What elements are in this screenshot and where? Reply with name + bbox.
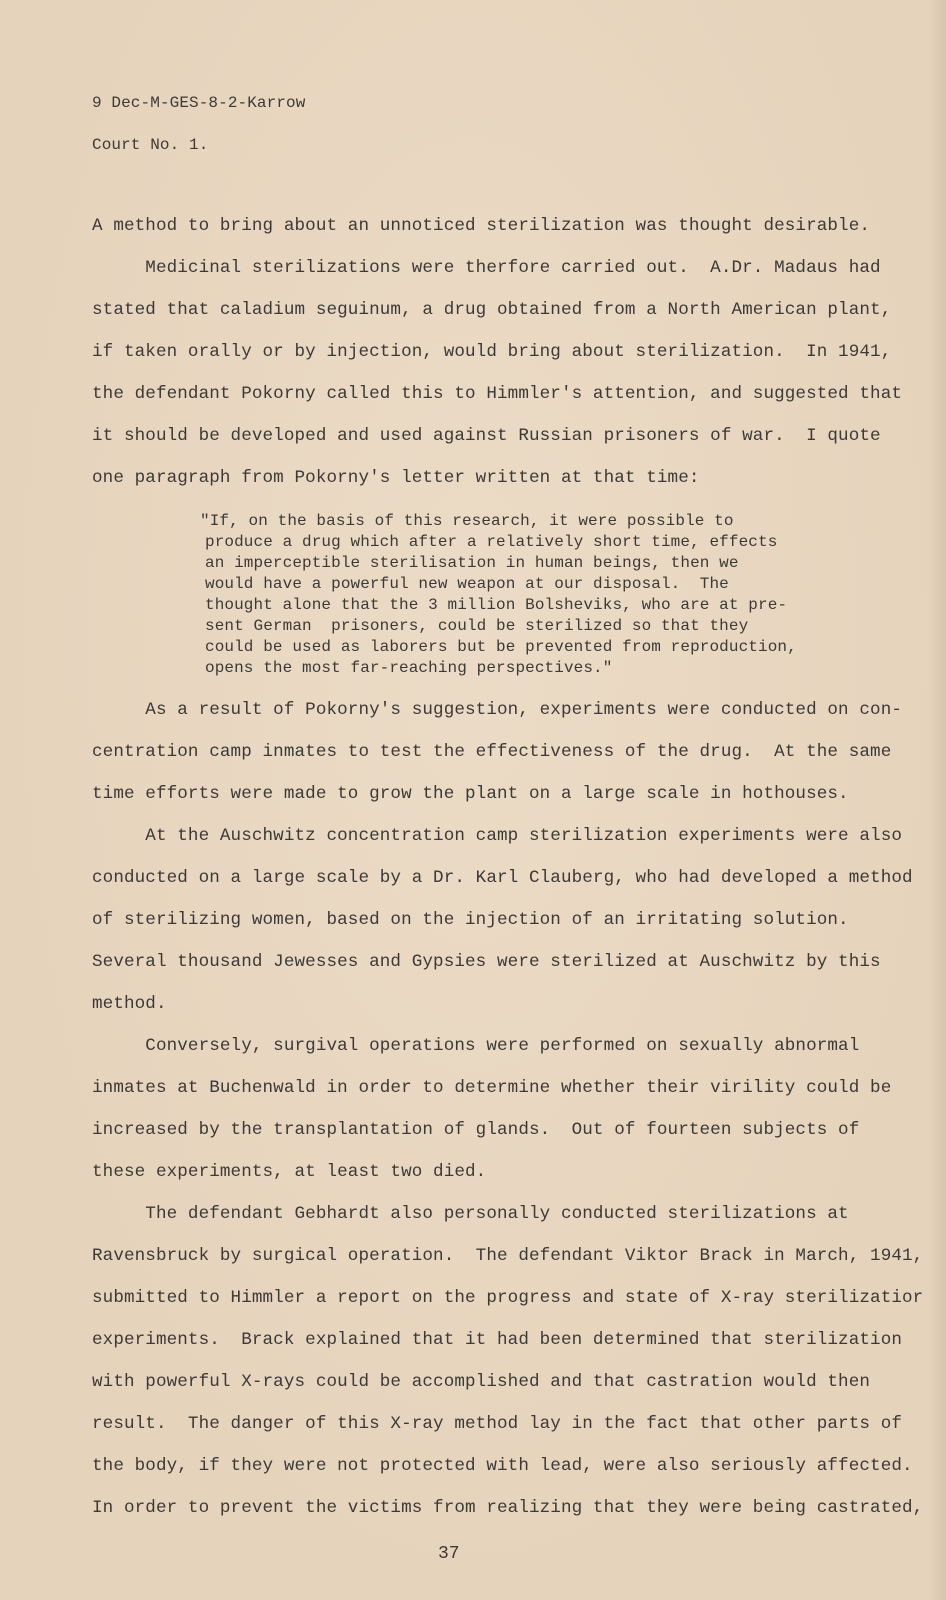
page-number: 37 [438,1544,460,1564]
body-line: of sterilizing women, based on the injection of an irritating solution. [92,910,849,930]
body-line: method. [92,994,167,1014]
body-line: Ravensbruck by surgical operation. The defendant Viktor Brack in March, 1941, [92,1246,924,1266]
body-line: Several thousand Jewesses and Gypsies were sterilized at Auschwitz by this [92,952,881,972]
body-line: conducted on a large scale by a Dr. Karl Clauberg, who had developed a method [92,868,913,888]
body-line: At the Auschwitz concentration camp sterilization experiments were also [92,826,903,846]
block-quote-line: opens the most far-reaching perspectives." [205,659,613,677]
body-line: inmates at Buchenwald in order to determine whether their virility could be [92,1078,892,1098]
body-line: Medicinal sterilizations were therfore carried out. A.Dr. Madaus had [92,258,881,278]
block-quote-line: "If, on the basis of this research, it were possible to [200,512,734,530]
body-line: experiments. Brack explained that it had been determined that sterilization [92,1330,903,1350]
body-line: one paragraph from Pokorny's letter written at that time: [92,468,700,488]
block-quote-line: an imperceptible sterilisation in human beings, then we [205,554,739,572]
document-id-header: 9 Dec-M-GES-8-2-Karrow [92,94,306,112]
block-quote-line: could be used as laborers but be prevented from reproduction, [205,638,797,656]
body-line: if taken orally or by injection, would bring about sterilization. In 1941, [92,342,892,362]
body-line: The defendant Gebhardt also personally conducted sterilizations at [92,1204,849,1224]
body-line: the body, if they were not protected with lead, were also seriously affected. [92,1456,913,1476]
body-line: stated that caladium seguinum, a drug obtained from a North American plant, [92,300,892,320]
block-quote-line: thought alone that the 3 million Bolsheviks, who are at pre- [205,596,788,614]
body-line: it should be developed and used against Russian prisoners of war. I quote [92,426,881,446]
body-line: with powerful X-rays could be accomplished and that castration would then [92,1372,871,1392]
block-quote-line: sent German prisoners, could be sterilized so that they [205,617,749,635]
body-line: A method to bring about an unnoticed sterilization was thought desirable. [92,216,871,236]
body-line: these experiments, at least two died. [92,1162,487,1182]
body-line: time efforts were made to grow the plant on a large scale in hothouses. [92,784,849,804]
body-line: centration camp inmates to test the effectiveness of the drug. At the same [92,742,892,762]
body-line: Conversely, surgival operations were performed on sexually abnormal [92,1036,860,1056]
body-line: result. The danger of this X-ray method lay in the fact that other parts of [92,1414,903,1434]
court-header: Court No. 1. [92,136,209,154]
body-line: submitted to Himmler a report on the progress and state of X-ray sterilizatior [92,1288,924,1308]
body-line: the defendant Pokorny called this to Himmler's attention, and suggested that [92,384,903,404]
block-quote-line: would have a powerful new weapon at our disposal. The [205,575,729,593]
block-quote-line: produce a drug which after a relatively short time, effects [205,533,778,551]
body-line: In order to prevent the victims from realizing that they were being castrated, [92,1498,924,1518]
body-line: As a result of Pokorny's suggestion, experiments were conducted on con- [92,700,903,720]
body-line: increased by the transplantation of glands. Out of fourteen subjects of [92,1120,860,1140]
